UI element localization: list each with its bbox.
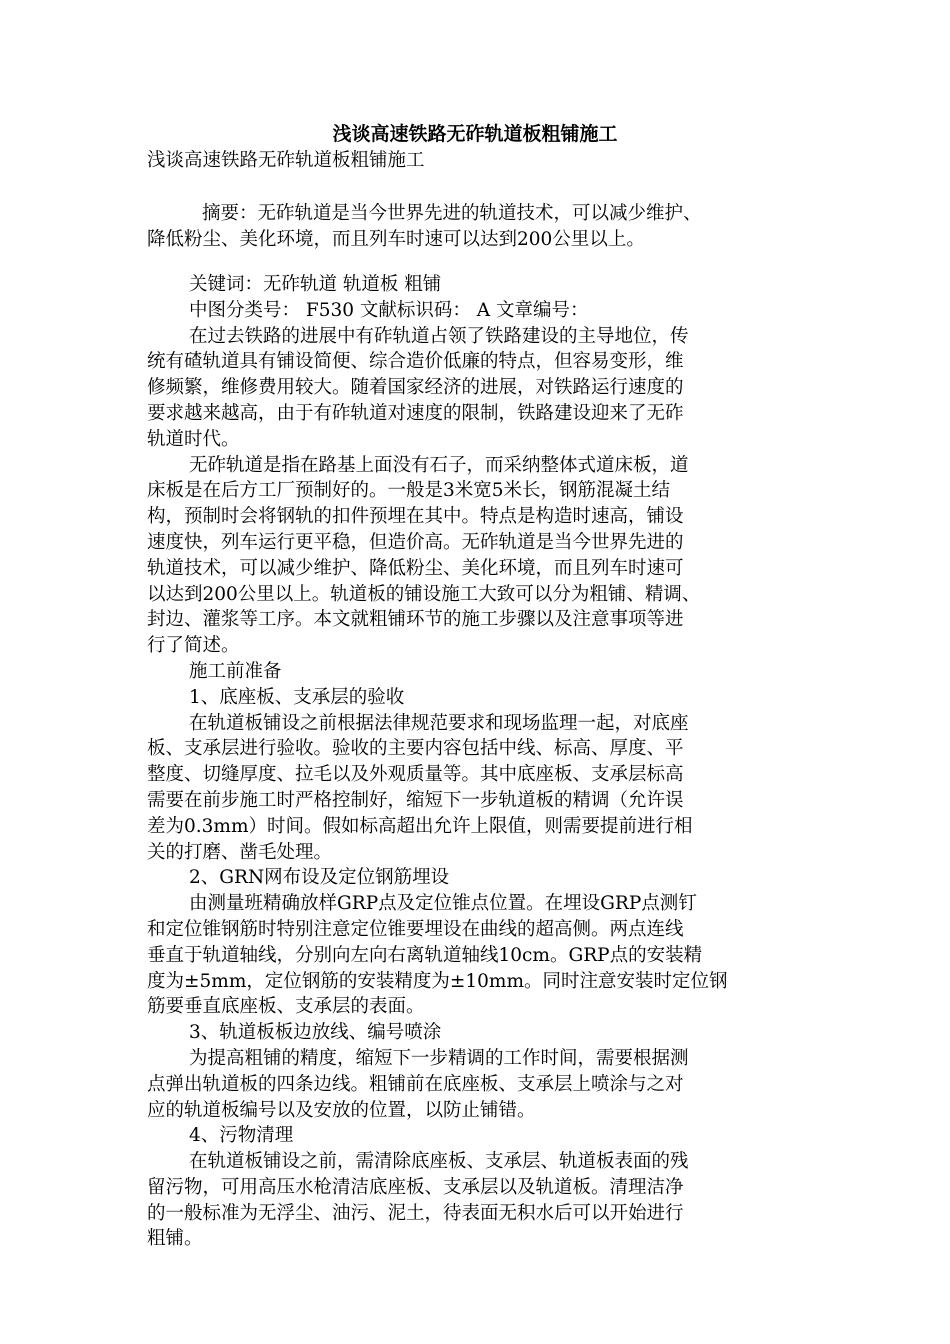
paragraph-line: 构，预制时会将钢轨的扣件预埋在其中。特点是构造时速高，铺设	[147, 506, 684, 528]
classification-line: 中图分类号： F530 文献标识码： A 文章编号：	[189, 299, 589, 321]
paragraph-line: 在轨道板铺设之前根据法律规范要求和现场监理一起，对底座	[189, 712, 689, 734]
keywords-line: 关键词：无砟轨道 轨道板 粗铺	[189, 274, 442, 295]
paragraph-line: 粗铺。	[147, 1228, 203, 1250]
paragraph-line: 床板是在后方工厂预制好的。一般是3米宽5米长，钢筋混凝土结	[147, 480, 671, 502]
paragraph-line: 和定位锥钢筋时特别注意定位锥要埋设在曲线的超高侧。两点连线	[147, 918, 684, 940]
paragraph-line: 垂直于轨道轴线，分别向左向右离轨道轴线10cm。GRP点的安装精	[147, 944, 703, 966]
document-title: 浅谈高速铁路无砟轨道板粗铺施工	[332, 123, 618, 145]
paragraph-line: 速度快，列车运行更平稳，但造价高。无砟轨道是当今世界先进的	[147, 531, 684, 553]
body-block	[147, 272, 807, 1252]
subsection-heading: 3、轨道板板边放线、编号喷涂	[189, 1022, 442, 1044]
abstract-line: 摘要：无砟轨道是当今世界先进的轨道技术，可以减少维护、	[202, 203, 702, 224]
paragraph-line: 要求越来越高，由于有砟轨道对速度的限制，铁路建设迎来了无砟	[147, 402, 684, 424]
paragraph-line: 留污物，可用高压水枪清洁底座板、支承层以及轨道板。清理洁净	[147, 1176, 684, 1198]
paragraph-line: 轨道技术，可以减少维护、降低粉尘、美化环境，而且列车时速可	[147, 557, 684, 579]
paragraph-line: 点弹出轨道板的四条边线。粗铺前在底座板、支承层上喷涂与之对	[147, 1073, 684, 1095]
paragraph-line: 修频繁，维修费用较大。随着国家经济的进展，对铁路运行速度的	[147, 377, 684, 399]
paragraph-line: 整度、切缝厚度、拉毛以及外观质量等。其中底座板、支承层标高	[147, 764, 684, 786]
paragraph-line: 由测量班精确放样GRP点及定位锥点位置。在埋设GRP点测钉	[189, 893, 697, 915]
subsection-heading: 4、污物清理	[189, 1125, 294, 1147]
paragraph-line: 为提高粗铺的精度，缩短下一步精调的工作时间，需要根据测	[189, 1047, 689, 1069]
abstract-line: 降低粉尘、美化环境，而且列车时速可以达到200公里以上。	[147, 228, 645, 250]
paragraph-line: 应的轨道板编号以及安放的位置，以防止铺错。	[147, 1099, 536, 1121]
paragraph-line: 在过去铁路的进展中有砟轨道占领了铁路建设的主导地位，传	[189, 325, 689, 347]
document-subtitle: 浅谈高速铁路无砟轨道板粗铺施工	[147, 150, 425, 171]
paragraph-line: 差为0.3mm）时间。假如标高超出允许上限值，则需要提前进行相	[147, 815, 693, 837]
subsection-heading: 1、底座板、支承层的验收	[189, 686, 405, 708]
subsection-heading: 2、GRN网布设及定位钢筋埋设	[189, 867, 450, 889]
section-heading: 施工前准备	[189, 660, 282, 682]
paragraph-line: 筋要垂直底座板、支承层的表面。	[147, 996, 425, 1018]
paragraph-line: 的一般标准为无浮尘、油污、泥土，待表面无积水后可以开始进行	[147, 1202, 684, 1224]
abstract-block	[147, 201, 807, 253]
paragraph-line: 以达到200公里以上。轨道板的铺设施工大致可以分为粗铺、精调、	[147, 583, 701, 605]
paragraph-line: 板、支承层进行验收。验收的主要内容包括中线、标高、厚度、平	[147, 738, 684, 760]
paragraph-line: 关的打磨、凿毛处理。	[147, 841, 333, 863]
paragraph-line: 无砟轨道是指在路基上面没有石子，而采纳整体式道床板，道	[189, 454, 689, 476]
paragraph-line: 需要在前步施工时严格控制好，缩短下一步轨道板的精调（允许误	[147, 789, 684, 811]
paragraph-line: 轨道时代。	[147, 428, 240, 450]
paragraph-line: 统有碴轨道具有铺设简便、综合造价低廉的特点，但容易变形，维	[147, 351, 684, 373]
document-subtitle-block	[147, 148, 807, 174]
paragraph-line: 行了简述。	[147, 635, 240, 657]
paragraph-line: 度为±5mm，定位钢筋的安装精度为±10mm。同时注意安装时定位钢	[147, 970, 728, 992]
paragraph-line: 在轨道板铺设之前，需清除底座板、支承层、轨道板表面的残	[189, 1151, 689, 1173]
paragraph-line: 封边、灌浆等工序。本文就粗铺环节的施工步骤以及注意事项等进	[147, 609, 684, 631]
